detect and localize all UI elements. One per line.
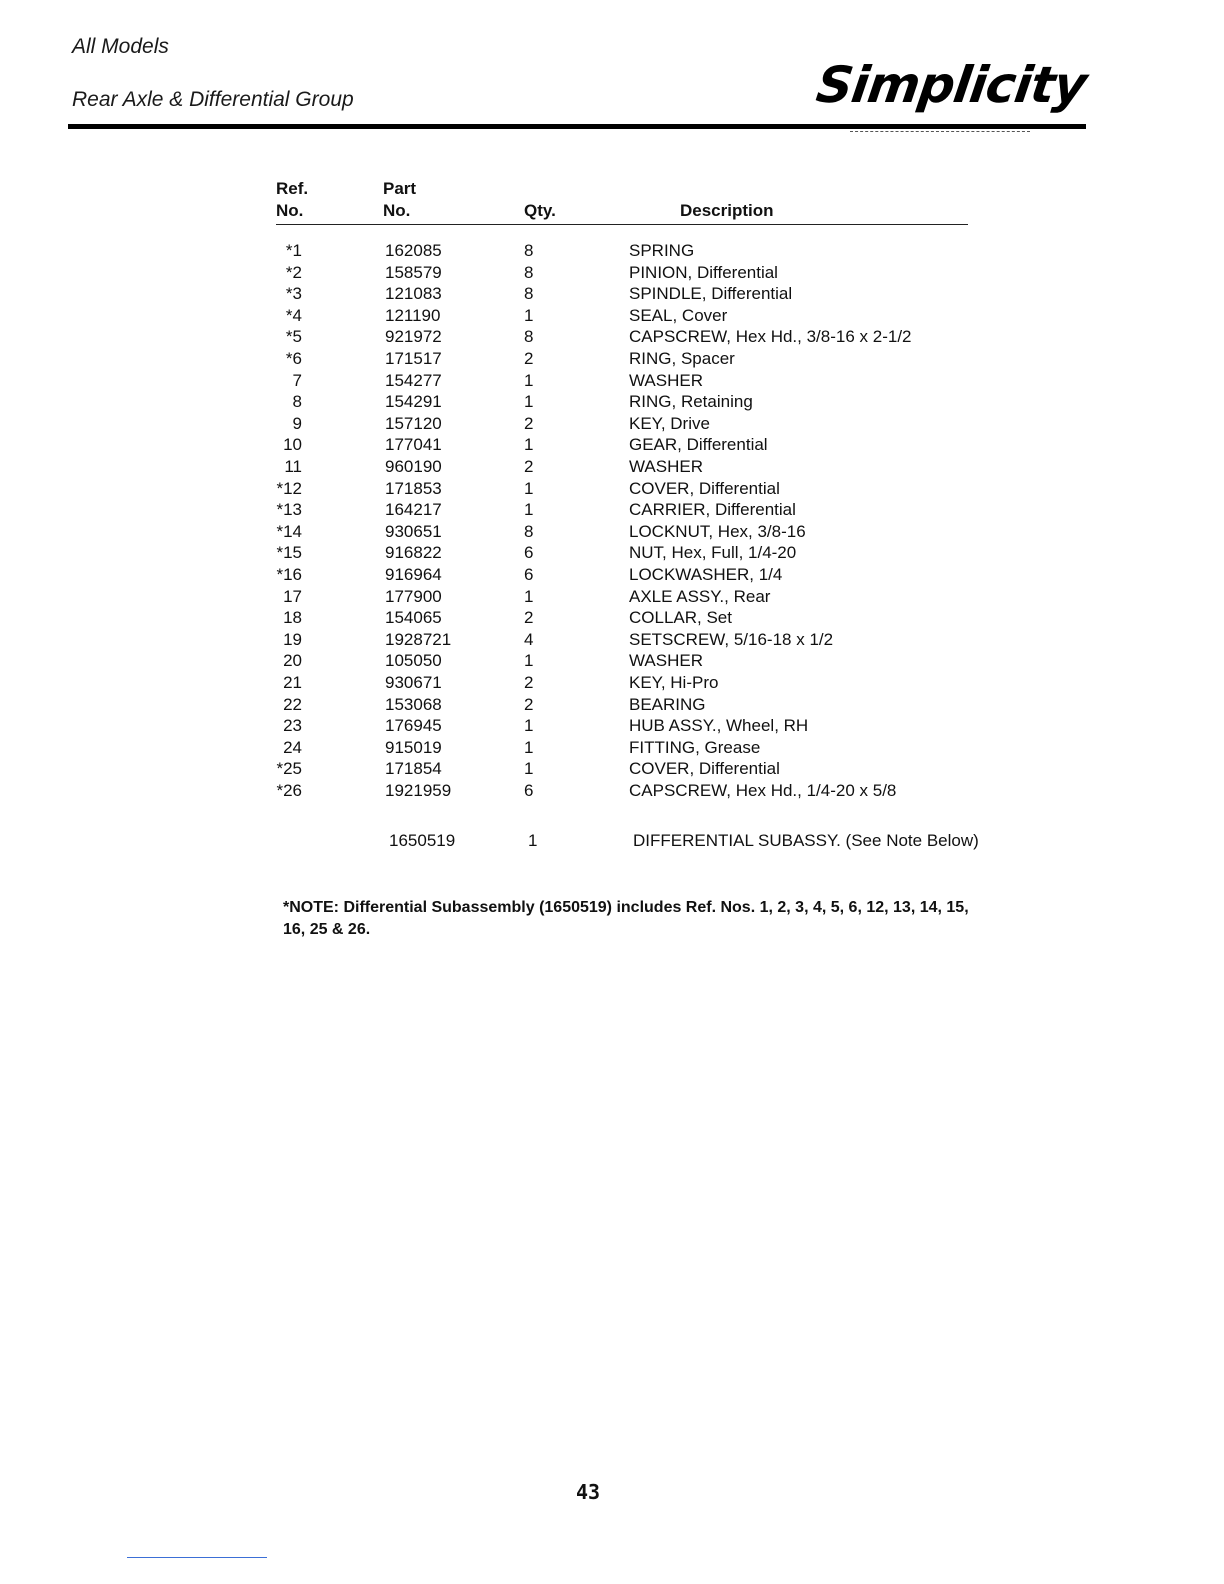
table-row (0, 370, 1224, 392)
col-header-description: Description (680, 201, 774, 220)
desc-cell: SPINDLE, Differential (629, 284, 793, 304)
qty-cell: 1 (524, 370, 534, 390)
desc-cell: AXLE ASSY., Rear (629, 586, 771, 606)
desc-cell: COVER, Differential (629, 759, 780, 779)
table-row (0, 715, 1224, 737)
ref-cell: 10 (283, 435, 302, 455)
col-header-part-line1: Part (383, 179, 417, 198)
desc-cell: LOCKNUT, Hex, 3/8-16 (629, 521, 806, 541)
col-header-ref (276, 178, 308, 222)
qty-cell: 1 (524, 500, 534, 520)
part-cell: 916964 (385, 565, 442, 584)
desc-cell: CAPSCREW, Hex Hd., 3/8-16 x 2-1/2 (629, 327, 912, 347)
table-row (0, 499, 1224, 521)
part-cell: 171854 (385, 759, 442, 779)
ref-cell: *12 (276, 478, 302, 498)
desc-cell: CAPSCREW, Hex Hd., 1/4-20 x 5/8 (629, 781, 897, 800)
qty-cell: 2 (524, 349, 534, 368)
desc-cell: KEY, Hi-Pro (629, 673, 719, 692)
ref-cell: 24 (283, 737, 302, 757)
desc-cell: COVER, Differential (629, 478, 780, 498)
table-row (0, 348, 1224, 370)
part-cell: 158579 (385, 262, 442, 282)
ref-cell: 23 (283, 716, 302, 736)
col-header-part (383, 178, 416, 222)
qty-cell: 8 (524, 521, 534, 541)
table-row (0, 607, 1224, 629)
part-cell: 960190 (385, 457, 442, 476)
ref-cell: 21 (283, 673, 302, 692)
desc-cell: RING, Spacer (629, 349, 735, 368)
table-row (0, 758, 1224, 780)
qty-cell: 4 (524, 629, 534, 649)
part-cell: 915019 (385, 737, 442, 757)
qty-cell: 6 (524, 781, 534, 800)
subassembly-row (0, 830, 1224, 852)
bottom-link-underline (127, 1557, 267, 1558)
part-cell: 1928721 (385, 629, 452, 649)
desc-cell: KEY, Drive (629, 413, 710, 433)
desc-cell: HUB ASSY., Wheel, RH (629, 716, 809, 736)
part-cell: 153068 (385, 694, 442, 714)
qty-cell: 8 (524, 327, 534, 347)
desc-cell: SPRING (629, 241, 695, 260)
col-header-rule (276, 224, 968, 225)
desc-cell: BEARING (629, 694, 706, 714)
subassembly-qty: 1 (528, 831, 538, 850)
table-row (0, 478, 1224, 500)
desc-cell: SETSCREW, 5/16-18 x 1/2 (629, 629, 834, 649)
ref-cell: 18 (283, 608, 302, 628)
qty-cell: 2 (524, 694, 534, 714)
ref-cell: *3 (285, 284, 302, 304)
col-header-ref-line1: Ref. (276, 179, 309, 198)
part-cell: 154065 (385, 608, 442, 628)
qty-cell: 8 (524, 241, 534, 260)
part-cell: 121190 (385, 305, 441, 325)
part-cell: 171517 (385, 349, 442, 368)
part-cell: 930671 (385, 673, 442, 692)
part-cell: 121083 (385, 284, 442, 304)
part-cell: 1921959 (385, 781, 452, 800)
col-header-qty: Qty. (524, 201, 556, 220)
ref-cell: *5 (285, 327, 302, 347)
ref-cell: *25 (276, 759, 302, 779)
table-row (0, 305, 1224, 327)
table-row (0, 586, 1224, 608)
table-row (0, 694, 1224, 716)
ref-cell: 19 (283, 629, 302, 649)
desc-cell: CARRIER, Differential (629, 500, 796, 520)
part-cell: 171853 (385, 478, 442, 498)
table-row (0, 564, 1224, 586)
ref-cell: *14 (276, 521, 302, 541)
part-cell: 164217 (385, 500, 442, 520)
col-header-part-line2: No. (383, 201, 411, 220)
part-cell: 177041 (385, 435, 442, 455)
desc-cell: WASHER (629, 651, 703, 671)
table-row (0, 542, 1224, 564)
qty-cell: 1 (524, 651, 534, 671)
desc-cell: SEAL, Cover (629, 305, 728, 325)
qty-cell: 2 (524, 673, 534, 692)
table-row (0, 521, 1224, 543)
table-row (0, 326, 1224, 348)
ref-cell: *1 (285, 241, 302, 260)
ref-cell: 8 (292, 392, 302, 412)
ref-cell: 20 (283, 651, 302, 671)
table-row (0, 629, 1224, 651)
qty-cell: 1 (524, 759, 534, 779)
desc-cell: FITTING, Grease (629, 737, 761, 757)
qty-cell: 1 (524, 737, 534, 757)
part-cell: 930651 (385, 521, 442, 541)
part-cell: 154291 (385, 392, 442, 412)
ref-cell: *26 (276, 781, 302, 800)
footnote: *NOTE: Differential Subassembly (1650519) includes Ref. Nos. 1, 2, 3, 4, 5, 6, 12, 13, 14, 15, 16, 25 & 26. (283, 899, 969, 938)
part-cell: 154277 (385, 370, 442, 390)
part-cell: 177900 (385, 586, 442, 606)
table-row (0, 672, 1224, 694)
table-row (0, 262, 1224, 284)
ref-cell: *4 (285, 305, 302, 325)
page-number: 43 (576, 1480, 601, 1504)
qty-cell: 1 (524, 305, 534, 325)
qty-cell: 6 (524, 543, 534, 563)
ref-cell: 22 (283, 694, 302, 714)
qty-cell: 1 (524, 435, 534, 455)
desc-cell: WASHER (629, 370, 703, 390)
qty-cell: 1 (524, 478, 534, 498)
qty-cell: 1 (524, 586, 534, 606)
col-header-ref-line2: No. (276, 201, 304, 220)
desc-cell: COLLAR, Set (629, 608, 732, 628)
qty-cell: 2 (524, 608, 534, 628)
ref-cell: *13 (276, 500, 302, 520)
qty-cell: 8 (524, 284, 534, 304)
part-cell: 916822 (385, 543, 442, 563)
desc-cell: LOCKWASHER, 1/4 (629, 565, 783, 584)
qty-cell: 1 (524, 716, 534, 736)
ref-cell: 9 (292, 413, 302, 433)
table-row (0, 780, 1224, 802)
table-row (0, 391, 1224, 413)
part-cell: 105050 (385, 651, 442, 671)
table-row (0, 413, 1224, 435)
table-row (0, 240, 1224, 262)
desc-cell: RING, Retaining (629, 392, 753, 412)
qty-cell: 1 (524, 392, 534, 412)
qty-cell: 6 (524, 565, 534, 584)
ref-cell: *2 (285, 262, 302, 282)
ref-cell: 7 (292, 370, 302, 390)
ref-cell: *16 (276, 565, 302, 584)
desc-cell: WASHER (629, 457, 703, 476)
ref-cell: 11 (284, 457, 302, 476)
part-cell: 162085 (385, 241, 442, 260)
table-row (0, 650, 1224, 672)
subassembly-part: 1650519 (389, 831, 456, 850)
desc-cell: NUT, Hex, Full, 1/4-20 (629, 543, 797, 563)
desc-cell: PINION, Differential (629, 262, 778, 282)
header-subtitle: Rear Axle & Differential Group (72, 88, 354, 111)
desc-cell: GEAR, Differential (629, 435, 768, 455)
part-cell: 921972 (385, 327, 442, 347)
table-row (0, 434, 1224, 456)
header-rule-dash (850, 131, 1030, 132)
qty-cell: 2 (524, 413, 534, 433)
table-row (0, 737, 1224, 759)
header-title: All Models (72, 35, 169, 58)
header-rule (68, 124, 1086, 129)
table-row (0, 456, 1224, 478)
table-row (0, 283, 1224, 305)
part-cell: 157120 (385, 413, 442, 433)
brand-logo: Simplicity (813, 56, 1091, 114)
subassembly-desc: DIFFERENTIAL SUBASSY. (See Note Below) (633, 831, 979, 850)
ref-cell: *6 (285, 349, 302, 368)
qty-cell: 8 (524, 262, 534, 282)
part-cell: 176945 (385, 716, 442, 736)
qty-cell: 2 (524, 457, 534, 476)
ref-cell: *15 (276, 543, 302, 563)
ref-cell: 17 (283, 586, 302, 606)
